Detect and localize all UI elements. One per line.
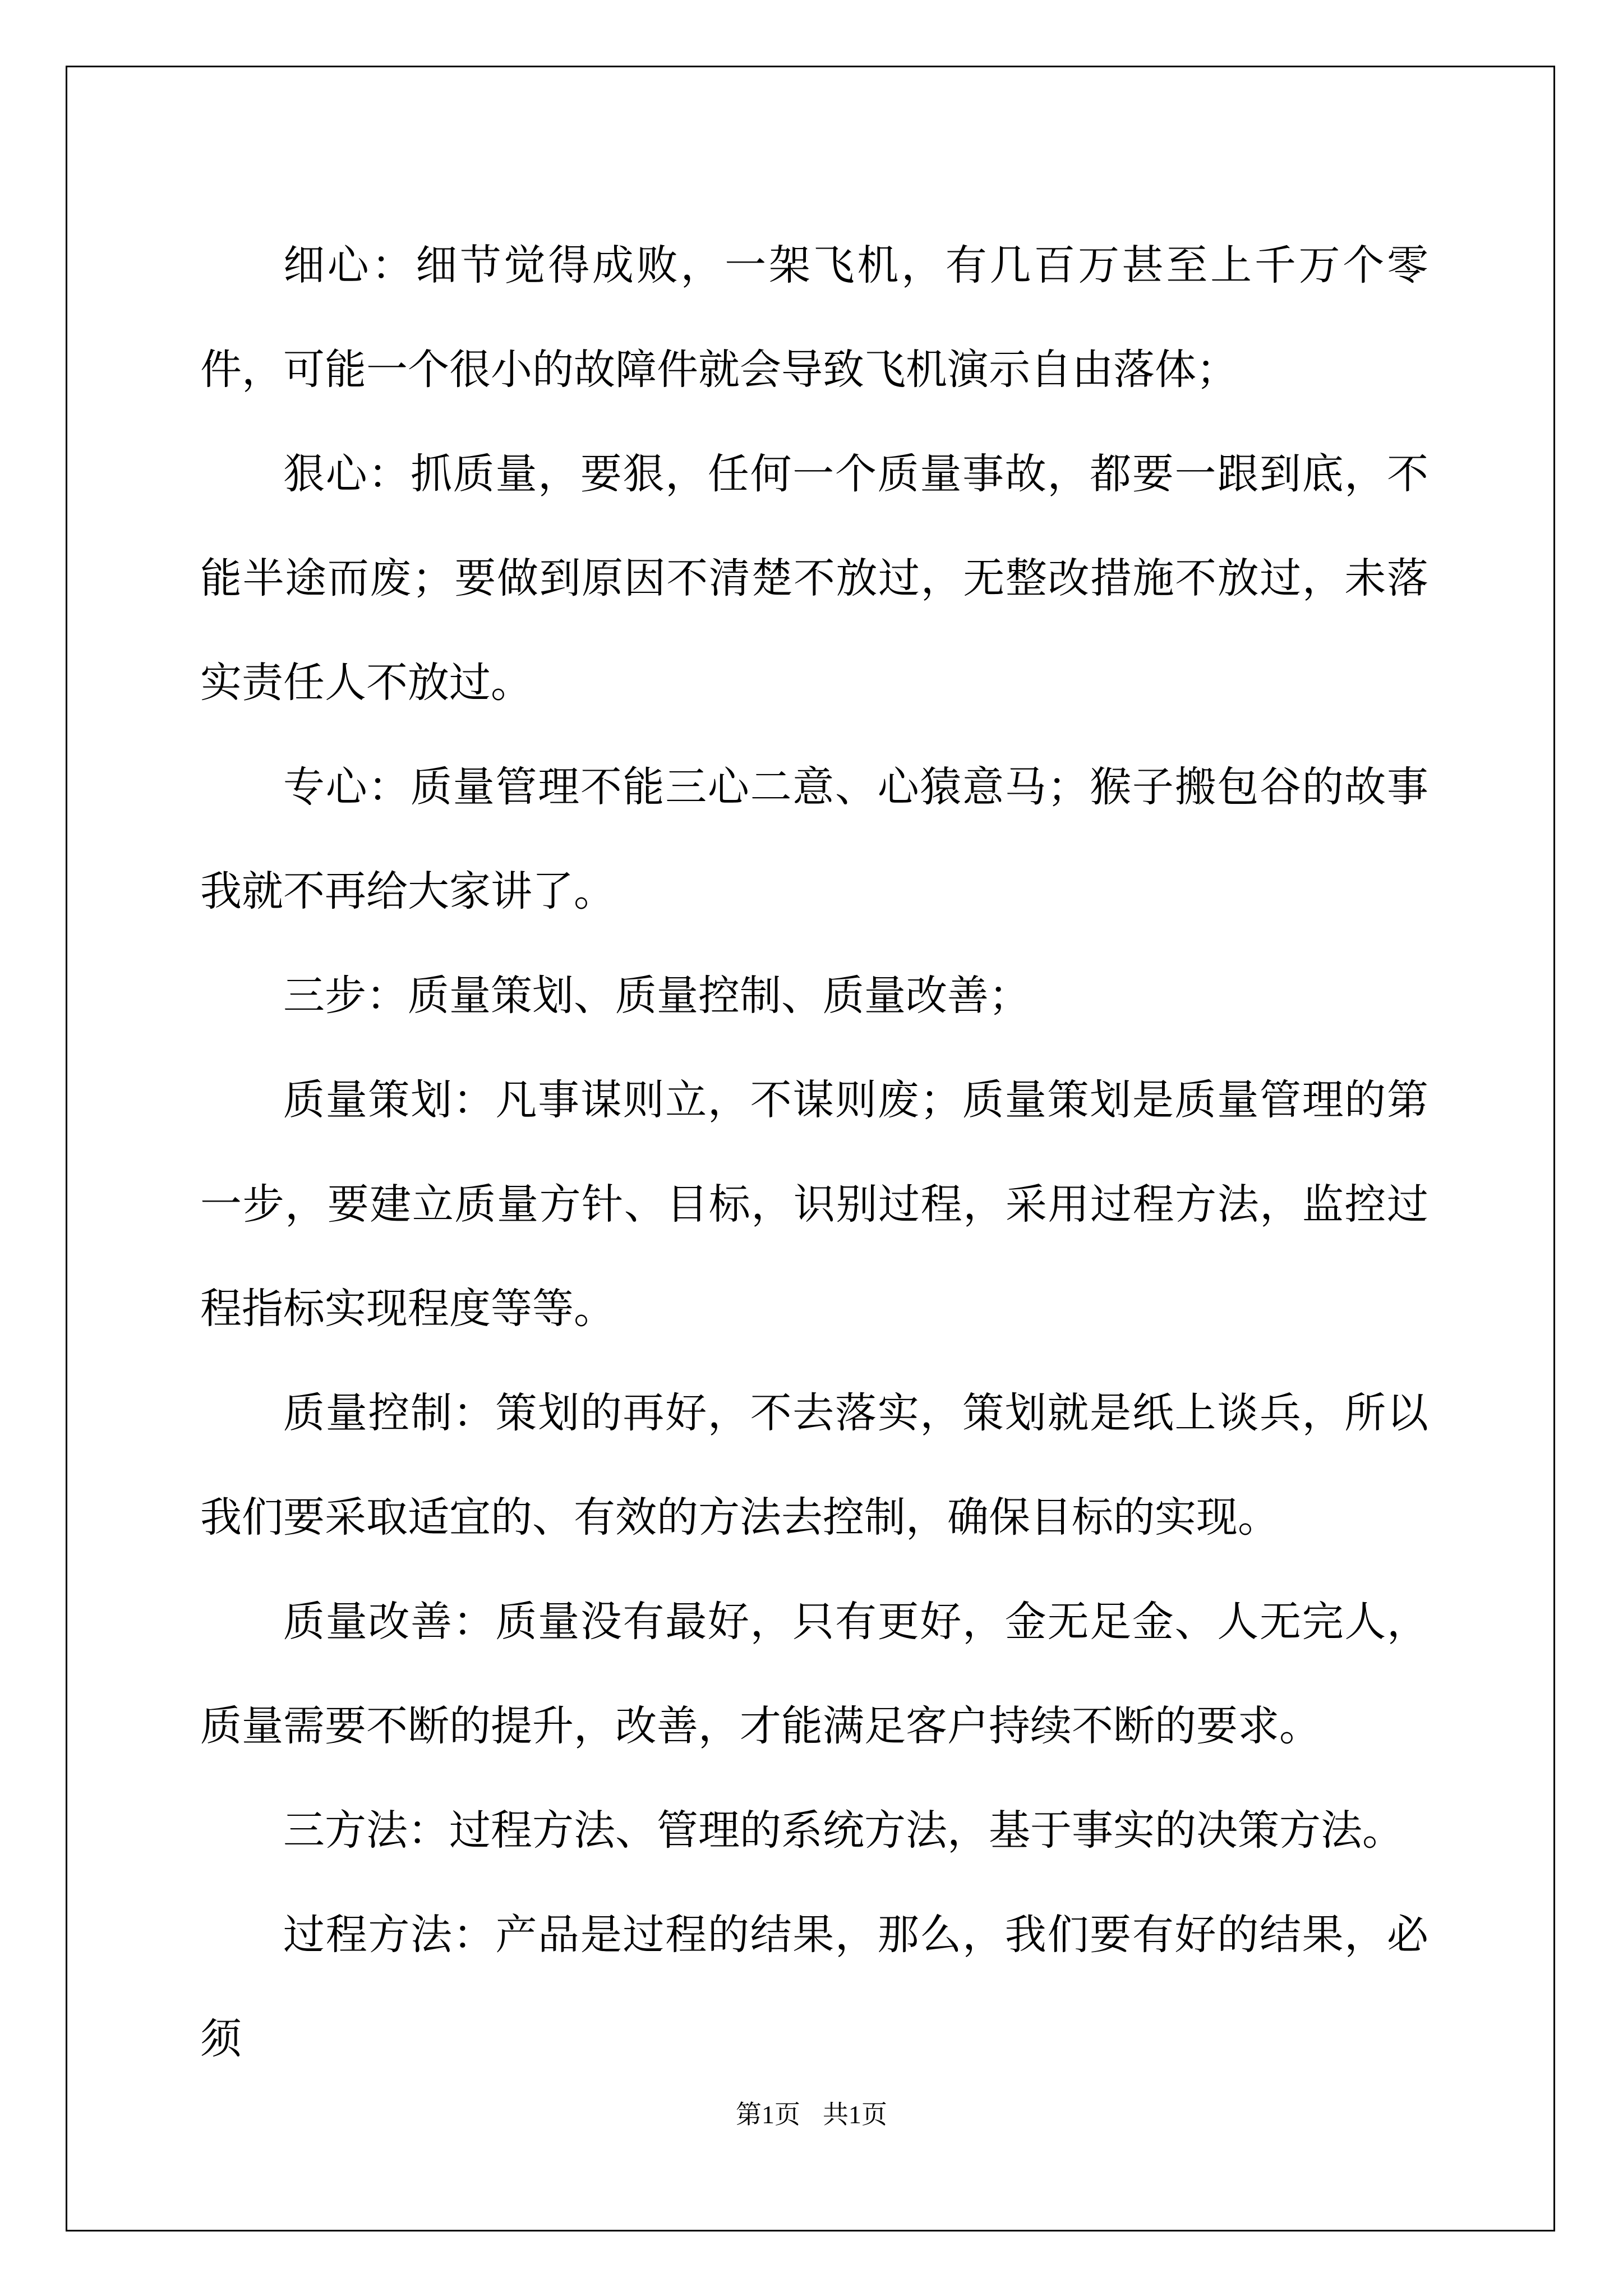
paragraph: 专心：质量管理不能三心二意、心猿意马；猴子搬包谷的故事我就不再给大家讲了。 [200, 763, 1428, 915]
paragraph: 三步：质量策划、质量控制、质量改善； [283, 972, 1030, 1020]
page-total: 共1页 [823, 2100, 887, 2129]
page-footer [0, 2098, 1623, 2132]
paragraph: 质量策划：凡事谋则立，不谋则废；质量策划是质量管理的第一步，要建立质量方针、目标，识别过程，采用过程方法，监控过程指标实现程度等等。 [200, 1076, 1428, 1333]
paragraph: 过程方法：产品是过程的结果，那么，我们要有好的结果，必须 [200, 1911, 1428, 2063]
paragraph: 狠心：抓质量，要狠，任何一个质量事故，都要一跟到底，不能半途而废；要做到原因不清楚不放过，无整改措施不放过，未落实责任人不放过。 [200, 450, 1428, 707]
page-number: 第1页 [736, 2100, 800, 2129]
paragraph: 质量改善：质量没有最好，只有更好，金无足金、人无完人，质量需要不断的提升，改善，才能满足客户持续不断的要求。 [200, 1598, 1428, 1750]
paragraph: 质量控制：策划的再好，不去落实，策划就是纸上谈兵，所以我们要采取适宜的、有效的方法去控制，确保目标的实现。 [200, 1389, 1428, 1542]
paragraph: 细心：细节觉得成败，一架飞机，有几百万甚至上千万个零件，可能一个很小的故障件就会导致飞机演示自由落体； [200, 241, 1428, 394]
document-body [200, 213, 1428, 2091]
paragraph: 三方法：过程方法、管理的系统方法，基于事实的决策方法。 [283, 1806, 1404, 1855]
